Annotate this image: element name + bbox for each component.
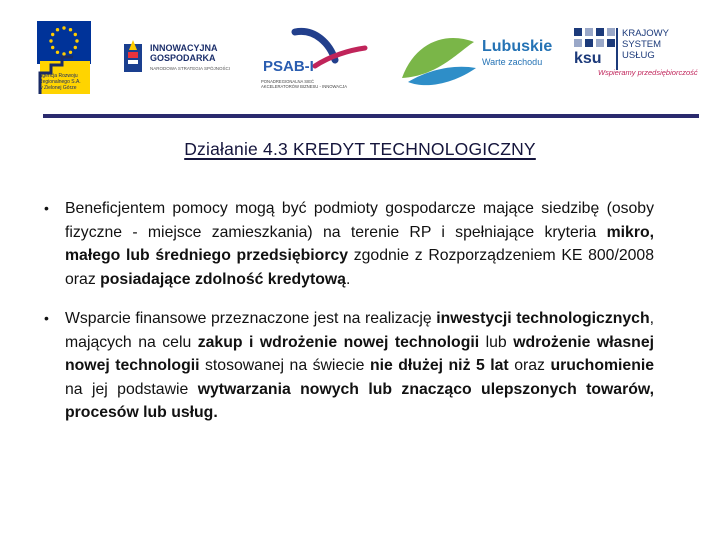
eu-star-icon <box>69 28 72 31</box>
bullet-list <box>40 197 654 441</box>
bullet-segment: posiadające zdolność kredytową <box>100 270 346 288</box>
eu-star-icon <box>56 51 59 54</box>
ksu-line-2: SYSTEM <box>622 39 662 50</box>
ksu-tagline: Wspieramy przedsiębiorczość <box>598 68 698 77</box>
bullet-segment: lub <box>479 333 514 351</box>
innowacyjna-line-2: GOSPODARKA <box>150 53 216 63</box>
agencja-caption-2: Regionalnego S.A. <box>39 79 81 85</box>
bullet-segment: nie dłużej niż 5 lat <box>369 357 509 374</box>
bullet-segment: mikro, małego lub średniego przedsiębiorcy <box>65 223 654 264</box>
header-rule <box>43 114 699 118</box>
eu-star-icon <box>56 28 59 31</box>
bullet-dot-icon: • <box>44 200 49 216</box>
bullet-segment: wdrożenie własnej nowej technologii <box>65 333 655 374</box>
eu-star-icon <box>51 33 54 36</box>
agencja-caption-1: Agencja Rozwoju <box>39 73 78 79</box>
innowacyjna-line-3: NARODOWA STRATEGIA SPÓJNOŚCI <box>150 66 231 71</box>
ksu-line-1: KRAJOWY <box>622 28 669 39</box>
bullet-segment: . <box>345 270 351 288</box>
ksu-divider <box>616 28 618 70</box>
eu-star-icon <box>49 39 52 42</box>
bullet-item-2 <box>40 307 654 425</box>
slide-title-text: Działanie 4.3 KREDYT TECHNOLOGICZNY <box>184 139 536 159</box>
bullet-dot-icon: • <box>44 310 49 326</box>
bullet-segment: inwestycji technologicznych <box>436 310 650 327</box>
bullet-2-text <box>65 310 654 421</box>
bullet-segment: zgodnie z Rozporządzeniem KE 800/2008 oraz <box>65 247 654 288</box>
innowacyjna-line-1: INNOWACYJNA <box>150 43 218 53</box>
innowacyjna-emblem-icon <box>118 40 148 76</box>
lubuskie-logo <box>398 30 553 92</box>
bullet-segment: uruchomienie <box>550 357 655 374</box>
eu-star-icon <box>51 46 54 49</box>
lubuskie-leaf-icon <box>398 30 478 90</box>
bullet-segment: stosowanej na świecie <box>199 357 370 374</box>
bullet-segment: , mających na celu <box>65 310 654 351</box>
eu-star-icon <box>75 39 78 42</box>
bullet-segment: wytwarzania nowych lub znacząco ulepszonych towarów, procesów lub usług. <box>65 380 654 421</box>
bullet-segment: Wsparcie finansowe przeznaczone jest na realizację <box>65 310 437 327</box>
ksu-logo <box>574 28 698 88</box>
agencja-caption-3: w Zielonej Górze <box>39 85 77 91</box>
lubuskie-slogan: Warte zachodu <box>482 57 543 67</box>
eu-star-icon <box>74 33 77 36</box>
logo-bar <box>0 0 720 108</box>
innowacyjna-gospodarka-logo <box>118 40 243 80</box>
bullet-segment: zakup i wdrożenie nowej technologii <box>197 333 480 351</box>
psab-name: PSAB-I <box>263 58 314 75</box>
bullet-item-1 <box>40 197 654 291</box>
eu-star-icon <box>62 52 65 55</box>
eu-star-icon <box>62 26 65 29</box>
psab-sub-1: PONADREGIONALNA SIEĆ <box>261 79 315 84</box>
eu-star-icon <box>69 51 72 54</box>
ksu-abbr: ksu <box>574 50 602 67</box>
agencja-logo <box>37 21 97 99</box>
bullet-segment: na jej podstawie <box>65 380 198 398</box>
psab-sub-2: AKCELERATORÓW BIZNESU - INNOWACJA <box>261 84 348 89</box>
slide-title <box>0 139 720 160</box>
psab-logo <box>255 26 370 96</box>
bullet-segment: Beneficjentem pomocy mogą być podmioty gospodarcze mające siedzibę (osoby fizyczne - miejsce zamieszkania) na terenie RP i spełniające kryteria <box>65 200 654 241</box>
bullet-segment: oraz <box>508 357 551 374</box>
lubuskie-name: Lubuskie <box>482 38 553 55</box>
ksu-line-3: USŁUG <box>622 50 655 61</box>
bullet-1-text <box>65 200 654 288</box>
eu-star-icon <box>74 46 77 49</box>
